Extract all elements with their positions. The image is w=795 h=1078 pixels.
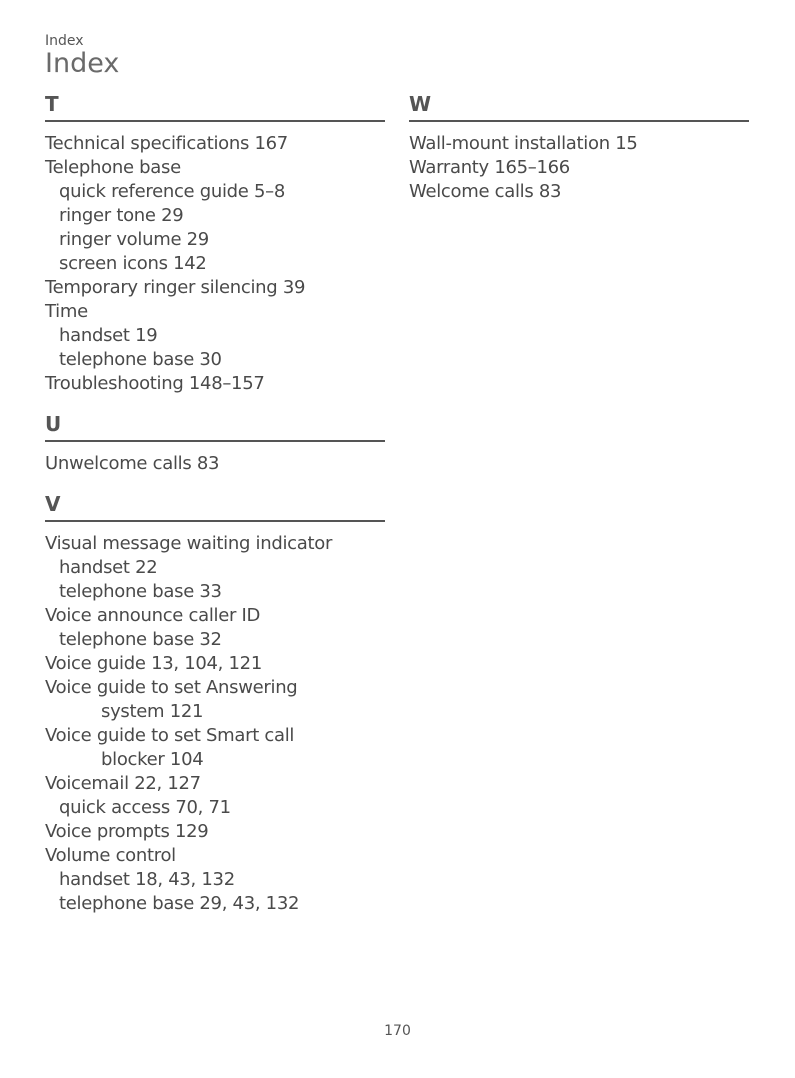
index-entry: Voice announce caller ID [45,605,261,626]
index-entry: Troubleshooting 148–157 [45,373,265,394]
index-subentry: ringer tone 29 [59,205,184,226]
page-title: Index [45,48,120,79]
index-entry: Volume control [45,845,176,866]
index-subentry: quick reference guide 5–8 [59,181,286,202]
running-head: Index [45,33,84,49]
index-entry: Voice prompts 129 [45,821,209,842]
index-entry: Telephone base [45,157,181,178]
index-entry: Technical specifications 167 [45,133,288,154]
index-subentry: quick access 70, 71 [59,797,231,818]
letter-heading-w: W [409,92,749,122]
index-subentry: handset 19 [59,325,158,346]
index-section-v [45,492,385,916]
index-column-right [409,92,749,220]
index-entry: Warranty 165–166 [409,157,570,178]
index-section-u [45,412,385,476]
index-subentry: telephone base 32 [59,629,222,650]
index-entry-continuation: system 121 [101,701,204,722]
page-number: 170 [384,1023,411,1039]
letter-heading-t: T [45,92,385,122]
index-subentry: telephone base 29, 43, 132 [59,893,300,914]
index-entry-continuation: blocker 104 [101,749,204,770]
index-subentry: handset 22 [59,557,158,578]
index-subentry: telephone base 33 [59,581,222,602]
index-entry: Unwelcome calls 83 [45,453,220,474]
index-section-w [409,92,749,204]
index-column-left [45,92,385,932]
index-entry: Visual message waiting indicator [45,533,333,554]
index-subentry: ringer volume 29 [59,229,209,250]
index-entry: Voice guide to set Answering [45,677,298,698]
letter-heading-u: U [45,412,385,442]
index-section-t [45,92,385,396]
index-entry: Welcome calls 83 [409,181,562,202]
index-subentry: telephone base 30 [59,349,222,370]
index-entry: Voicemail 22, 127 [45,773,201,794]
index-subentry: screen icons 142 [59,253,207,274]
index-entry: Wall-mount installation 15 [409,133,638,154]
index-entry: Voice guide to set Smart call [45,725,295,746]
index-entry: Time [45,301,88,322]
index-entry: Voice guide 13, 104, 121 [45,653,262,674]
index-entry: Temporary ringer silencing 39 [45,277,306,298]
letter-heading-v: V [45,492,385,522]
index-subentry: handset 18, 43, 132 [59,869,235,890]
